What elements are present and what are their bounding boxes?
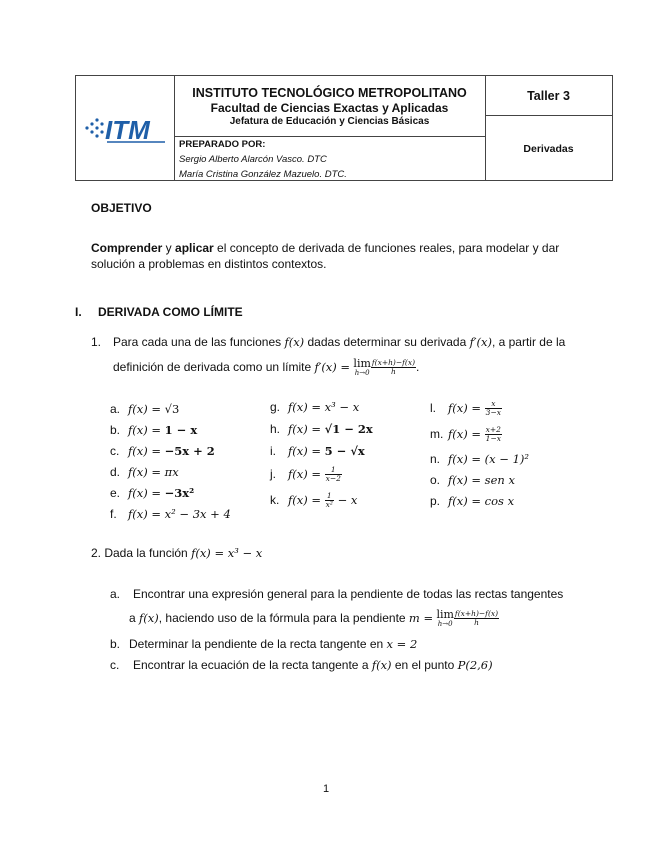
prepared-by-label: PREPARADO POR:: [179, 139, 266, 150]
itm-logo: [81, 106, 169, 150]
function-item-g: g. f(x) = x³ − x: [270, 400, 360, 414]
function-item-l: l. f(x) = $\frac{x}{3-x}$: [430, 399, 501, 418]
function-item-o: o. f(x) = sen x: [430, 473, 515, 487]
function-item-b: b. f(x) = 1 − x: [110, 423, 198, 437]
svg-text:ITM: ITM: [105, 115, 150, 145]
question-2c-label: c.: [110, 658, 120, 672]
question-1-line-1: Para cada una de las funciones f(x) dadas determinar su derivada f′(x), a partir de la: [113, 335, 566, 349]
objetivo-line-2: solución a problemas en distintos contextos.: [91, 257, 327, 271]
question-2a-label: a.: [110, 587, 121, 601]
function-item-j: j. f(x) = $\frac{1}{x-2}$: [270, 465, 341, 484]
function-item-i: i. f(x) = 5 − √x: [270, 444, 365, 458]
workshop-title: Taller 3: [527, 89, 570, 103]
objetivo-line-1: Comprender y aplicar el concepto de derivada de funciones reales, para modelar y dar: [91, 241, 560, 255]
question-2-intro: 2. Dada la función f(x) = x³ − x: [91, 546, 263, 560]
function-item-c: c. f(x) = −5x + 2: [110, 444, 215, 458]
function-item-p: p. f(x) = cos x: [430, 494, 515, 508]
author-1: Sergio Alberto Alarcón Vasco. DTC: [179, 154, 327, 165]
question-1-line-2: definición de derivada como un límite f′(x) = lim h→0 $\frac{f(x+h)-f(x)}{h}$ .: [113, 356, 420, 377]
function-item-h: h. f(x) = √1 − 2x: [270, 422, 373, 436]
question-2a-line-2: a f(x), haciendo uso de la fórmula para la pendiente m = lim h→0 $\frac{f(x+h)-f(x)}{h}$: [129, 607, 499, 628]
function-item-e: e. f(x) = −3x²: [110, 486, 195, 500]
question-2a-line-1: Encontrar una expresión general para la pendiente de todas las rectas tangentes: [133, 587, 564, 601]
function-item-n: n. f(x) = (x − 1)²: [430, 452, 530, 466]
section-heading: DERIVADA COMO LÍMITE: [98, 305, 243, 319]
faculty-name: Facultad de Ciencias Exactas y Aplicadas: [210, 101, 449, 115]
question-1-number: 1.: [91, 335, 102, 349]
question-2b-text: Determinar la pendiente de la recta tangente en x = 2: [129, 637, 418, 651]
question-2c-text: Encontrar la ecuación de la recta tangente a f(x) en el punto P(2,6): [133, 658, 493, 672]
difference-quotient: $\frac{f(x+h)-f(x)}{h}$: [371, 358, 416, 377]
department-name: Jefatura de Educación y Ciencias Básicas: [229, 116, 430, 127]
author-2: María Cristina González Mazuelo. DTC.: [179, 169, 347, 180]
section-number: I.: [75, 305, 82, 319]
function-item-m: m. f(x) = $\frac{x+2}{1-x}$: [430, 425, 501, 444]
question-2b-label: b.: [110, 637, 121, 651]
limit-operator: lim h→0: [353, 356, 371, 377]
function-item-a: a. f(x) = √3: [110, 402, 180, 416]
page-number: 1: [323, 783, 330, 795]
institute-name: INSTITUTO TECNOLÓGICO METROPOLITANO: [192, 86, 467, 100]
function-item-d: d. f(x) = πx: [110, 465, 179, 479]
header-table: [75, 75, 613, 181]
objetivo-heading: OBJETIVO: [91, 201, 152, 215]
workshop-topic: Derivadas: [523, 143, 574, 155]
function-item-f: f. f(x) = x² − 3x + 4: [110, 507, 231, 521]
function-item-k: k. f(x) = $\frac{1}{\text{x²}}$ − x: [270, 491, 358, 510]
